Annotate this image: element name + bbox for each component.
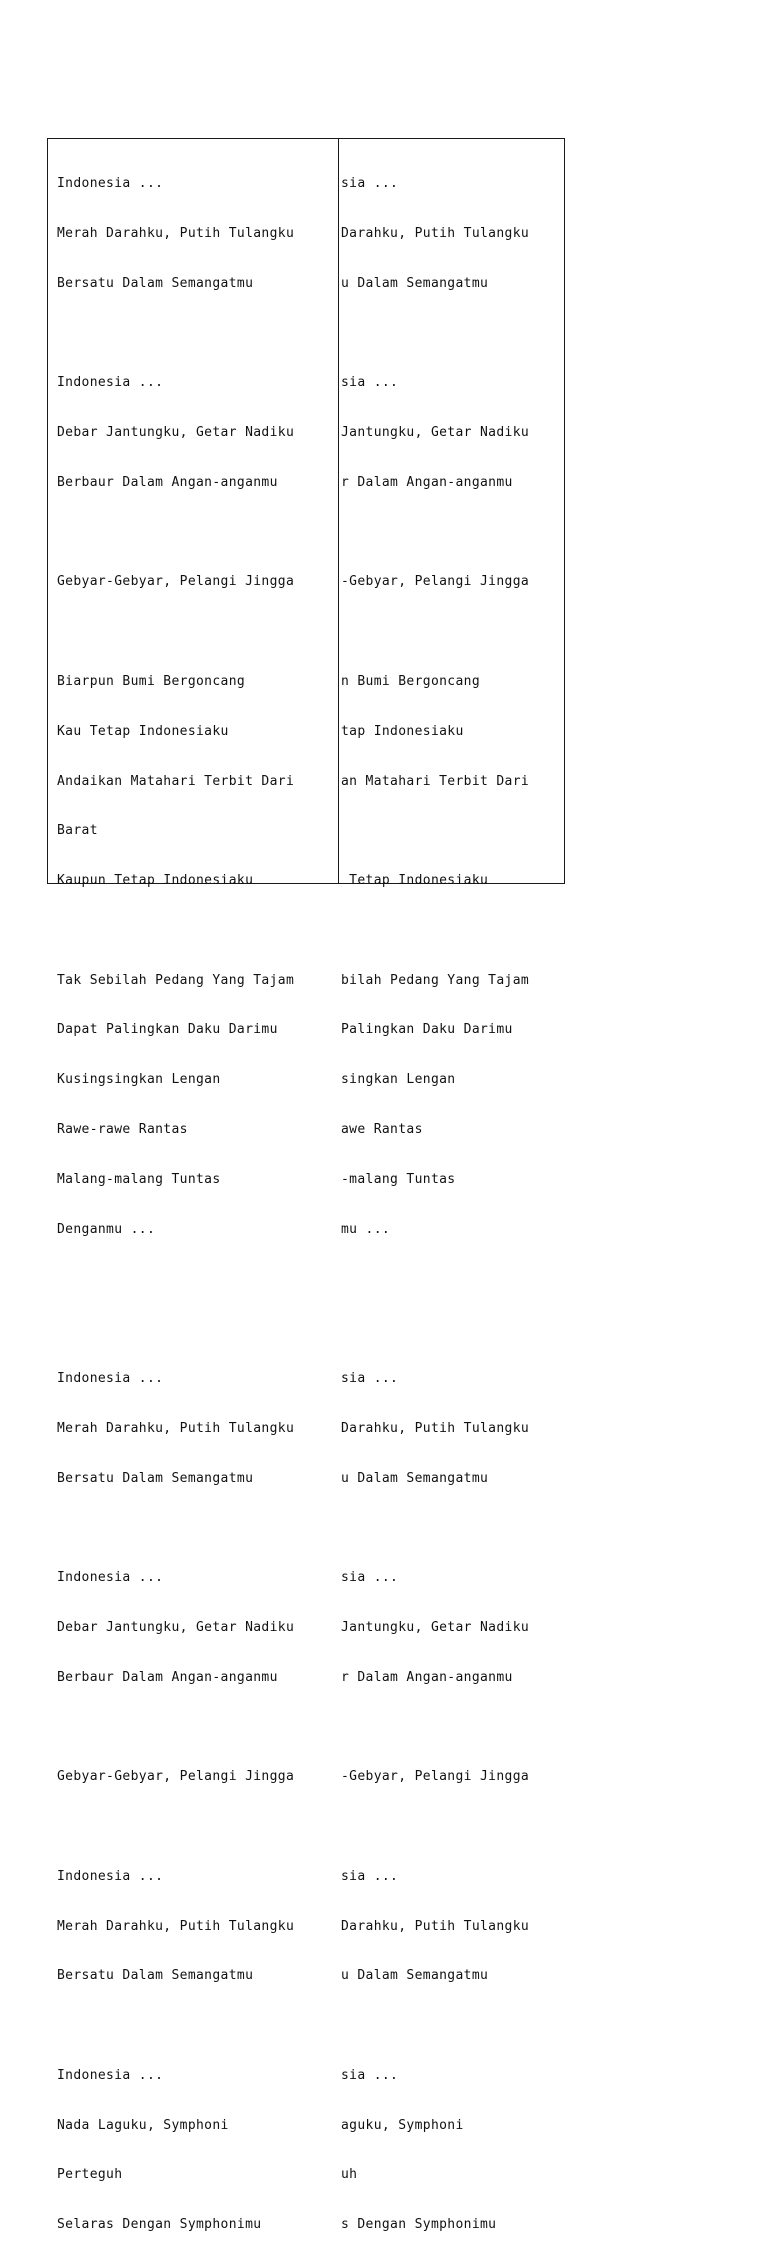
- text-line: [57, 326, 294, 343]
- text-line: Darahku, Putih Tulangku: [341, 225, 530, 241]
- text-line: bilah Pedang Yang Tajam: [341, 972, 530, 988]
- text-line: [57, 1520, 294, 1537]
- text-line: -malang Tuntas: [341, 1171, 456, 1187]
- text-line: Debar Jantungku, Getar Nadiku: [57, 425, 295, 441]
- text-line: Nada Laguku, Symphoni: [57, 2117, 229, 2133]
- text-line: [57, 1719, 294, 1736]
- text-line: Tak Sebilah Pedang Yang Tajam: [57, 972, 295, 988]
- text-line: [341, 2018, 529, 2035]
- text-line: Berbaur Dalam Angan-anganmu: [57, 474, 278, 490]
- text-line: Andaikan Matahari Terbit Dari: [57, 773, 295, 789]
- text-line: Perteguh: [57, 2167, 123, 2183]
- text-line: Gebyar-Gebyar, Pelangi Jingga: [57, 1769, 295, 1785]
- text-line: Denganmu ...: [57, 1221, 156, 1237]
- text-line: [341, 1321, 529, 1338]
- text-line: [57, 1819, 294, 1836]
- lyrics-column-right: [341, 143, 529, 2267]
- text-line: [341, 624, 529, 641]
- column-divider: [338, 138, 339, 884]
- lyrics-column-left: [57, 143, 294, 2267]
- text-line: Bersatu Dalam Semangatmu: [57, 1968, 254, 1984]
- text-line: sia ...: [341, 1370, 399, 1386]
- text-line: [57, 624, 294, 641]
- text-line: Indonesia ...: [57, 1570, 164, 1586]
- text-line: [341, 1520, 529, 1537]
- text-line: Gebyar-Gebyar, Pelangi Jingga: [57, 574, 295, 590]
- text-line: Tetap Indonesiaku: [341, 873, 489, 889]
- text-line: Merah Darahku, Putih Tulangku: [57, 1918, 295, 1934]
- text-line: [341, 1719, 529, 1736]
- text-line: u Dalam Semangatmu: [341, 1470, 489, 1486]
- text-line: [341, 923, 529, 940]
- text-line: Indonesia ...: [57, 2067, 164, 2083]
- text-line: aguku, Symphoni: [341, 2117, 464, 2133]
- text-line: an Matahari Terbit Dari: [341, 773, 530, 789]
- text-line: -Gebyar, Pelangi Jingga: [341, 574, 530, 590]
- text-line: [341, 1819, 529, 1836]
- text-line: [341, 1271, 529, 1288]
- text-line: r Dalam Angan-anganmu: [341, 474, 513, 490]
- text-line: singkan Lengan: [341, 1072, 456, 1088]
- text-line: [341, 823, 529, 840]
- text-line: Jantungku, Getar Nadiku: [341, 425, 530, 441]
- text-line: Indonesia ...: [57, 176, 164, 192]
- text-line: Dapat Palingkan Daku Darimu: [57, 1022, 278, 1038]
- text-line: Rawe-rawe Rantas: [57, 1122, 188, 1138]
- text-line: Bersatu Dalam Semangatmu: [57, 275, 254, 291]
- text-line: sia ...: [341, 176, 399, 192]
- text-line: Merah Darahku, Putih Tulangku: [57, 225, 295, 241]
- text-line: Indonesia ...: [57, 1868, 164, 1884]
- text-line: awe Rantas: [341, 1122, 423, 1138]
- text-line: Debar Jantungku, Getar Nadiku: [57, 1619, 295, 1635]
- text-line: [57, 1271, 294, 1288]
- text-line: Biarpun Bumi Bergoncang: [57, 674, 246, 689]
- text-line: [341, 326, 529, 343]
- text-line: u Dalam Semangatmu: [341, 1968, 489, 1984]
- text-line: [341, 525, 529, 542]
- text-line: Malang-malang Tuntas: [57, 1171, 221, 1187]
- text-line: Jantungku, Getar Nadiku: [341, 1619, 530, 1635]
- text-line: -Gebyar, Pelangi Jingga: [341, 1769, 530, 1785]
- text-line: s Dengan Symphonimu: [341, 2217, 497, 2233]
- text-line: uh: [341, 2167, 358, 2183]
- text-line: [57, 525, 294, 542]
- text-line: u Dalam Semangatmu: [341, 275, 489, 291]
- text-line: Selaras Dengan Symphonimu: [57, 2217, 262, 2233]
- text-line: Barat: [57, 823, 98, 839]
- text-line: Kau Tetap Indonesiaku: [57, 723, 229, 739]
- text-line: n Bumi Bergoncang: [341, 674, 481, 689]
- text-line: Kaupun Tetap Indonesiaku: [57, 873, 254, 889]
- text-line: Indonesia ...: [57, 375, 164, 391]
- text-line: sia ...: [341, 375, 399, 391]
- text-line: Palingkan Daku Darimu: [341, 1022, 513, 1038]
- text-line: [57, 923, 294, 940]
- text-line: sia ...: [341, 1868, 399, 1884]
- text-line: sia ...: [341, 2067, 399, 2083]
- text-line: Bersatu Dalam Semangatmu: [57, 1470, 254, 1486]
- text-line: Indonesia ...: [57, 1370, 164, 1386]
- text-line: Merah Darahku, Putih Tulangku: [57, 1420, 295, 1436]
- text-line: mu ...: [341, 1221, 391, 1237]
- text-line: Kusingsingkan Lengan: [57, 1072, 221, 1088]
- text-line: Darahku, Putih Tulangku: [341, 1420, 530, 1436]
- text-line: [57, 1321, 294, 1338]
- text-line: sia ...: [341, 1570, 399, 1586]
- text-line: Darahku, Putih Tulangku: [341, 1918, 530, 1934]
- text-line: r Dalam Angan-anganmu: [341, 1669, 513, 1685]
- text-line: tap Indonesiaku: [341, 723, 464, 739]
- text-line: Berbaur Dalam Angan-anganmu: [57, 1669, 278, 1685]
- text-line: [57, 2018, 294, 2035]
